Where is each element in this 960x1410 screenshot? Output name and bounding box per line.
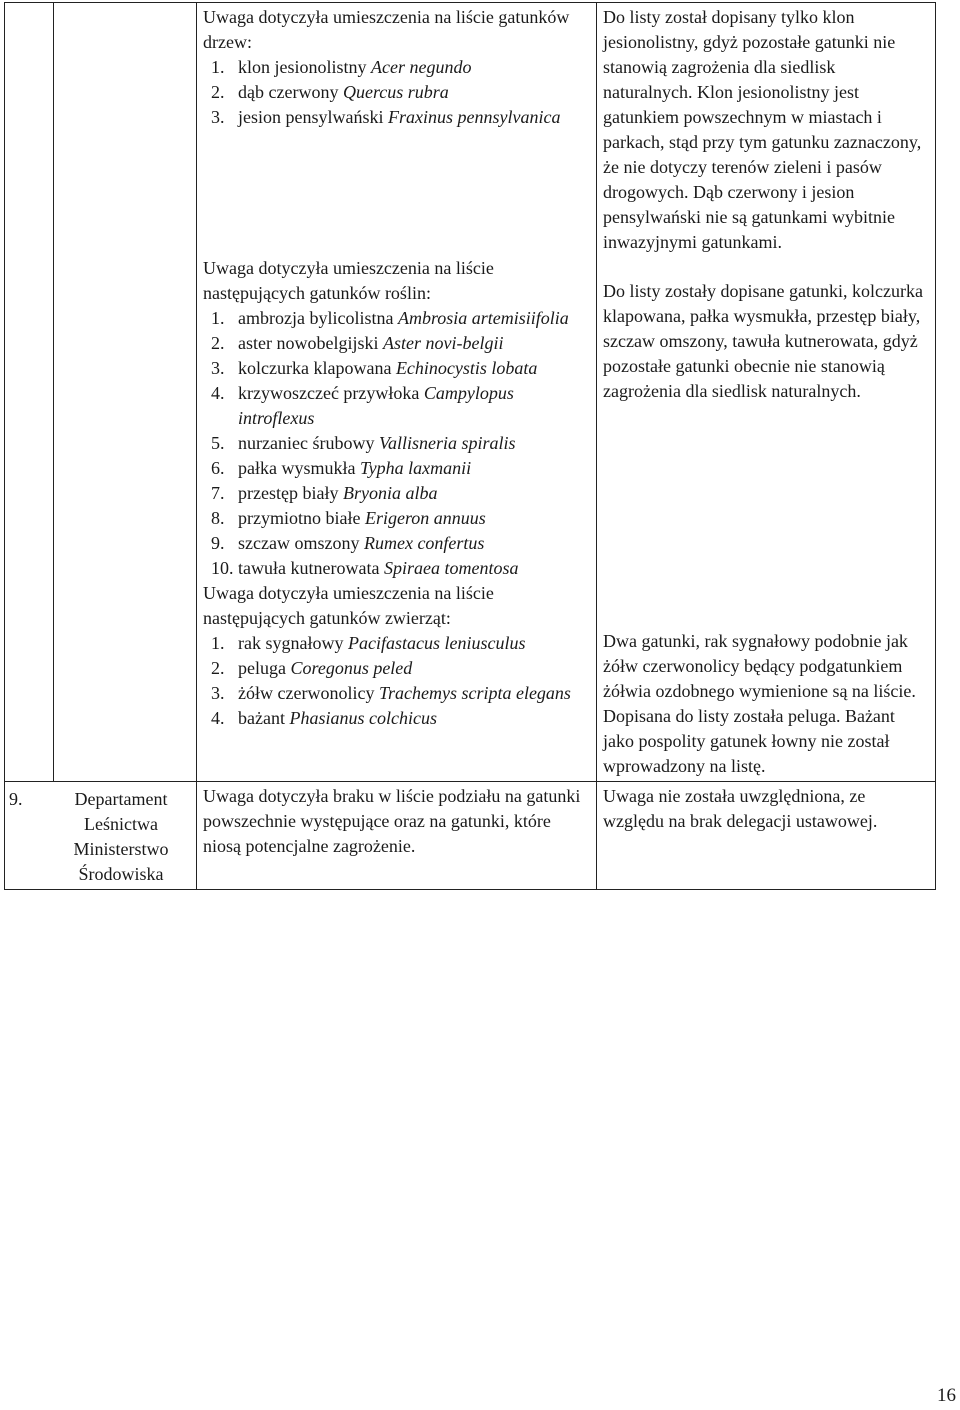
list-number: 5. bbox=[211, 433, 225, 453]
species-latin-name: Spiraea tomentosa bbox=[383, 558, 519, 578]
species-entry bbox=[238, 631, 525, 656]
list-item bbox=[203, 306, 590, 331]
list-item bbox=[203, 681, 590, 706]
species-latin-name: Campylopus introflexus bbox=[238, 383, 514, 428]
remark-cell bbox=[197, 3, 597, 782]
species-latin-name: Erigeron annuus bbox=[364, 508, 486, 528]
animals-intro: Uwaga dotyczyła umieszczenia na liście następujących gatunków zwierząt: bbox=[203, 583, 494, 628]
list-item bbox=[203, 331, 590, 356]
list-number: 4. bbox=[211, 708, 225, 728]
species-entry bbox=[238, 356, 537, 381]
species-latin-name: Fraxinus pennsylvanica bbox=[388, 107, 561, 127]
table-row bbox=[5, 3, 936, 782]
species-common-name: pałka wysmukła bbox=[238, 458, 356, 478]
list-item bbox=[203, 481, 590, 506]
species-latin-name: Quercus rubra bbox=[342, 82, 449, 102]
list-number: 1. bbox=[211, 633, 225, 653]
list-item bbox=[203, 531, 590, 556]
plants-intro: Uwaga dotyczyła umieszczenia na liście następujących gatunków roślin: bbox=[203, 258, 494, 303]
department-name: Departament Leśnictwa Ministerstwo Środowiska bbox=[73, 789, 169, 884]
plants-list bbox=[203, 306, 590, 581]
list-number: 3. bbox=[211, 107, 225, 127]
department-response: Uwaga nie została uwzględniona, ze względu na brak delegacji ustawowej. bbox=[603, 786, 878, 831]
species-latin-name: Bryonia alba bbox=[342, 483, 438, 503]
remark-cell bbox=[197, 782, 597, 890]
species-common-name: jesion pensylwański bbox=[238, 107, 384, 127]
species-common-name: kolczurka klapowana bbox=[238, 358, 392, 378]
species-entry bbox=[238, 381, 590, 431]
species-entry bbox=[238, 55, 471, 80]
species-entry bbox=[238, 531, 484, 556]
species-common-name: aster nowobelgijski bbox=[238, 333, 379, 353]
species-latin-name: Trachemys scripta elegans bbox=[378, 683, 571, 703]
species-entry bbox=[238, 80, 449, 105]
species-entry bbox=[238, 331, 503, 356]
empty-cell bbox=[5, 3, 54, 782]
consultation-table bbox=[4, 2, 936, 890]
trees-intro: Uwaga dotyczyła umieszczenia na liście gatunków drzew: bbox=[203, 7, 570, 52]
species-latin-name: Vallisneria spiralis bbox=[378, 433, 516, 453]
species-common-name: dąb czerwony bbox=[238, 82, 339, 102]
response-cell bbox=[597, 782, 936, 890]
list-number: 1. bbox=[211, 57, 225, 77]
species-common-name: nurzaniec śrubowy bbox=[238, 433, 375, 453]
species-entry bbox=[238, 656, 412, 681]
list-item bbox=[203, 556, 590, 581]
list-item bbox=[203, 506, 590, 531]
species-latin-name: Pacifastacus leniusculus bbox=[347, 633, 526, 653]
empty-cell bbox=[54, 3, 197, 782]
species-common-name: peluga bbox=[238, 658, 286, 678]
species-latin-name: Ambrosia artemisiifolia bbox=[397, 308, 569, 328]
plants-response: Do listy zostały dopisane gatunki, kolczurka klapowana, pałka wysmukła, przestęp biały, szczaw omszony, tawuła kutnerowata, gdyż pozostałe gatunki obecnie nie stanowią zagrożenia dla siedlisk naturalnych. bbox=[603, 281, 923, 401]
list-item bbox=[203, 381, 590, 431]
species-latin-name: Coregonus peled bbox=[290, 658, 413, 678]
list-number: 10. bbox=[211, 558, 234, 578]
list-number: 3. bbox=[211, 358, 225, 378]
species-common-name: szczaw omszony bbox=[238, 533, 360, 553]
species-entry bbox=[238, 706, 437, 731]
species-latin-name: Echinocystis lobata bbox=[395, 358, 538, 378]
response-cell bbox=[597, 3, 936, 782]
list-number: 2. bbox=[211, 82, 225, 102]
list-number: 9. bbox=[211, 533, 225, 553]
species-common-name: krzywoszczeć przywłoka bbox=[238, 383, 420, 403]
species-common-name: rak sygnałowy bbox=[238, 633, 344, 653]
species-entry bbox=[238, 506, 486, 531]
list-item bbox=[203, 456, 590, 481]
species-latin-name: Aster novi-belgii bbox=[382, 333, 504, 353]
list-item bbox=[203, 55, 590, 80]
department-remark: Uwaga dotyczyła braku w liście podziału na gatunki powszechnie występujące oraz na gatunki, które niosą potencjalne zagrożenie. bbox=[203, 786, 581, 856]
species-latin-name: Typha laxmanii bbox=[359, 458, 472, 478]
list-number: 3. bbox=[211, 683, 225, 703]
species-common-name: przestęp biały bbox=[238, 483, 339, 503]
list-number: 7. bbox=[211, 483, 225, 503]
list-number: 8. bbox=[211, 508, 225, 528]
list-item bbox=[203, 80, 590, 105]
animals-response: Dwa gatunki, rak sygnałowy podobnie jak żółw czerwonolicy będący podgatunkiem żółwia ozdobnego wymienione są na liście. Dopisana do listy została peluga. Bażant jako pospolity gatunek łowny nie został wprowadzony na listę. bbox=[603, 631, 916, 776]
list-number: 6. bbox=[211, 458, 225, 478]
list-number: 1. bbox=[211, 308, 225, 328]
species-entry bbox=[238, 681, 571, 706]
species-entry bbox=[238, 431, 515, 456]
row-number: 9. bbox=[9, 789, 23, 809]
species-common-name: klon jesionolistny bbox=[238, 57, 367, 77]
species-entry bbox=[238, 481, 437, 506]
animals-list bbox=[203, 631, 590, 731]
species-common-name: ambrozja bylicolistna bbox=[238, 308, 394, 328]
list-number: 4. bbox=[211, 383, 225, 403]
list-number: 2. bbox=[211, 658, 225, 678]
list-item bbox=[203, 431, 590, 456]
species-common-name: bażant bbox=[238, 708, 285, 728]
species-entry bbox=[238, 105, 560, 130]
list-item bbox=[203, 706, 590, 731]
list-item bbox=[203, 656, 590, 681]
trees-list bbox=[203, 55, 590, 130]
table-row bbox=[5, 782, 936, 890]
list-number: 2. bbox=[211, 333, 225, 353]
species-entry bbox=[238, 556, 518, 581]
species-latin-name: Acer negundo bbox=[371, 57, 472, 77]
trees-response: Do listy został dopisany tylko klon jesionolistny, gdyż pozostałe gatunki nie stanowią zagrożenia dla siedlisk naturalnych. Klon jesionolistny jest gatunkiem powszechnym w miastach i parkach, stąd przy tym gatunku zaznaczony, że nie dotyczy terenów zieleni i pasów drogowych. Dąb czerwony i jesion pensylwański nie są gatunkami wybitnie inwazyjnymi gatunkami. bbox=[603, 7, 922, 252]
species-entry bbox=[238, 456, 471, 481]
species-latin-name: Phasianus colchicus bbox=[289, 708, 437, 728]
species-entry bbox=[238, 306, 569, 331]
page-number: 16 bbox=[937, 1385, 956, 1406]
species-common-name: żółw czerwonolicy bbox=[238, 683, 375, 703]
department-cell bbox=[5, 782, 197, 890]
list-item bbox=[203, 356, 590, 381]
species-common-name: przymiotno białe bbox=[238, 508, 361, 528]
species-latin-name: Rumex confertus bbox=[363, 533, 485, 553]
list-item bbox=[203, 631, 590, 656]
species-common-name: tawuła kutnerowata bbox=[238, 558, 380, 578]
list-item bbox=[203, 105, 590, 130]
